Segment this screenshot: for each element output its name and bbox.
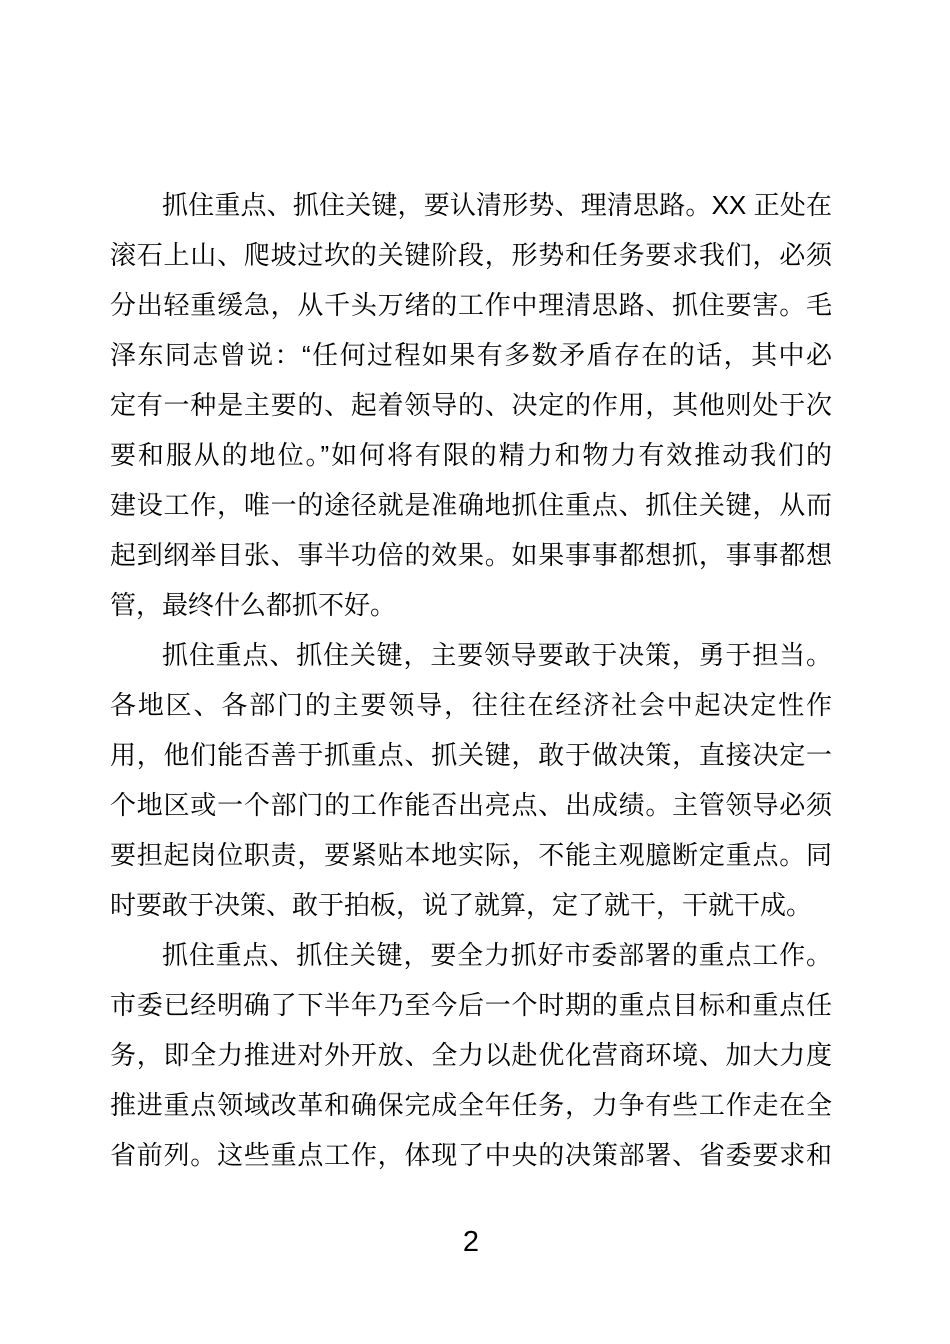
paragraph-1	[110, 180, 832, 630]
text-line: 建设工作，唯一的途径就是准确地抓住重点、抓住关键，从而	[110, 490, 832, 520]
text-line: 分出轻重缓急，从千头万绪的工作中理清思路、抓住要害。毛	[110, 290, 832, 320]
text-line: 管，最终什么都抓不好。	[110, 590, 397, 620]
text-line: 泽东同志曾说：“任何过程如果有多数矛盾存在的话，其中必	[110, 340, 832, 370]
page-number: 2	[462, 1226, 480, 1258]
text-line: 务，即全力推进对外开放、全力以赴优化营商环境、加大力度	[110, 1040, 832, 1070]
text-line: 要担起岗位职责，要紧贴本地实际，不能主观臆断定重点。同	[110, 840, 832, 870]
text-line: 个地区或一个部门的工作能否出亮点、出成绩。主管领导必须	[110, 790, 832, 820]
text-line: 推进重点领域改革和确保完成全年任务，力争有些工作走在全	[110, 1090, 832, 1120]
document-body	[110, 180, 832, 1180]
text-line: 要和服从的地位。”如何将有限的精力和物力有效推动我们的	[110, 440, 832, 470]
text-line: 滚石上山、爬坡过坎的关键阶段，形势和任务要求我们，必须	[110, 240, 832, 270]
text-line: 用，他们能否善于抓重点、抓关键，敢于做决策，直接决定一	[110, 740, 832, 770]
text-line: 各地区、各部门的主要领导，往往在经济社会中起决定性作	[110, 690, 832, 720]
text-line: 起到纲举目张、事半功倍的效果。如果事事都想抓，事事都想	[110, 540, 832, 570]
paragraph-2	[110, 630, 832, 930]
paragraph-3	[110, 930, 832, 1180]
text-line: 时要敢于决策、敢于拍板，说了就算，定了就干，干就干成。	[110, 890, 813, 920]
text-line: 省前列。这些重点工作，体现了中央的决策部署、省委要求和	[110, 1140, 832, 1170]
text-line: 市委已经明确了下半年乃至今后一个时期的重点目标和重点任	[110, 990, 832, 1020]
text-line: 定有一种是主要的、起着领导的、决定的作用，其他则处于次	[110, 390, 832, 420]
text-line: 抓住重点、抓住关键，主要领导要敢于决策，勇于担当。	[162, 640, 832, 670]
text-line: 抓住重点、抓住关键，要全力抓好市委部署的重点工作。	[162, 940, 832, 970]
text-line: 抓住重点、抓住关键，要认清形势、理清思路。XX 正处在	[162, 190, 832, 220]
